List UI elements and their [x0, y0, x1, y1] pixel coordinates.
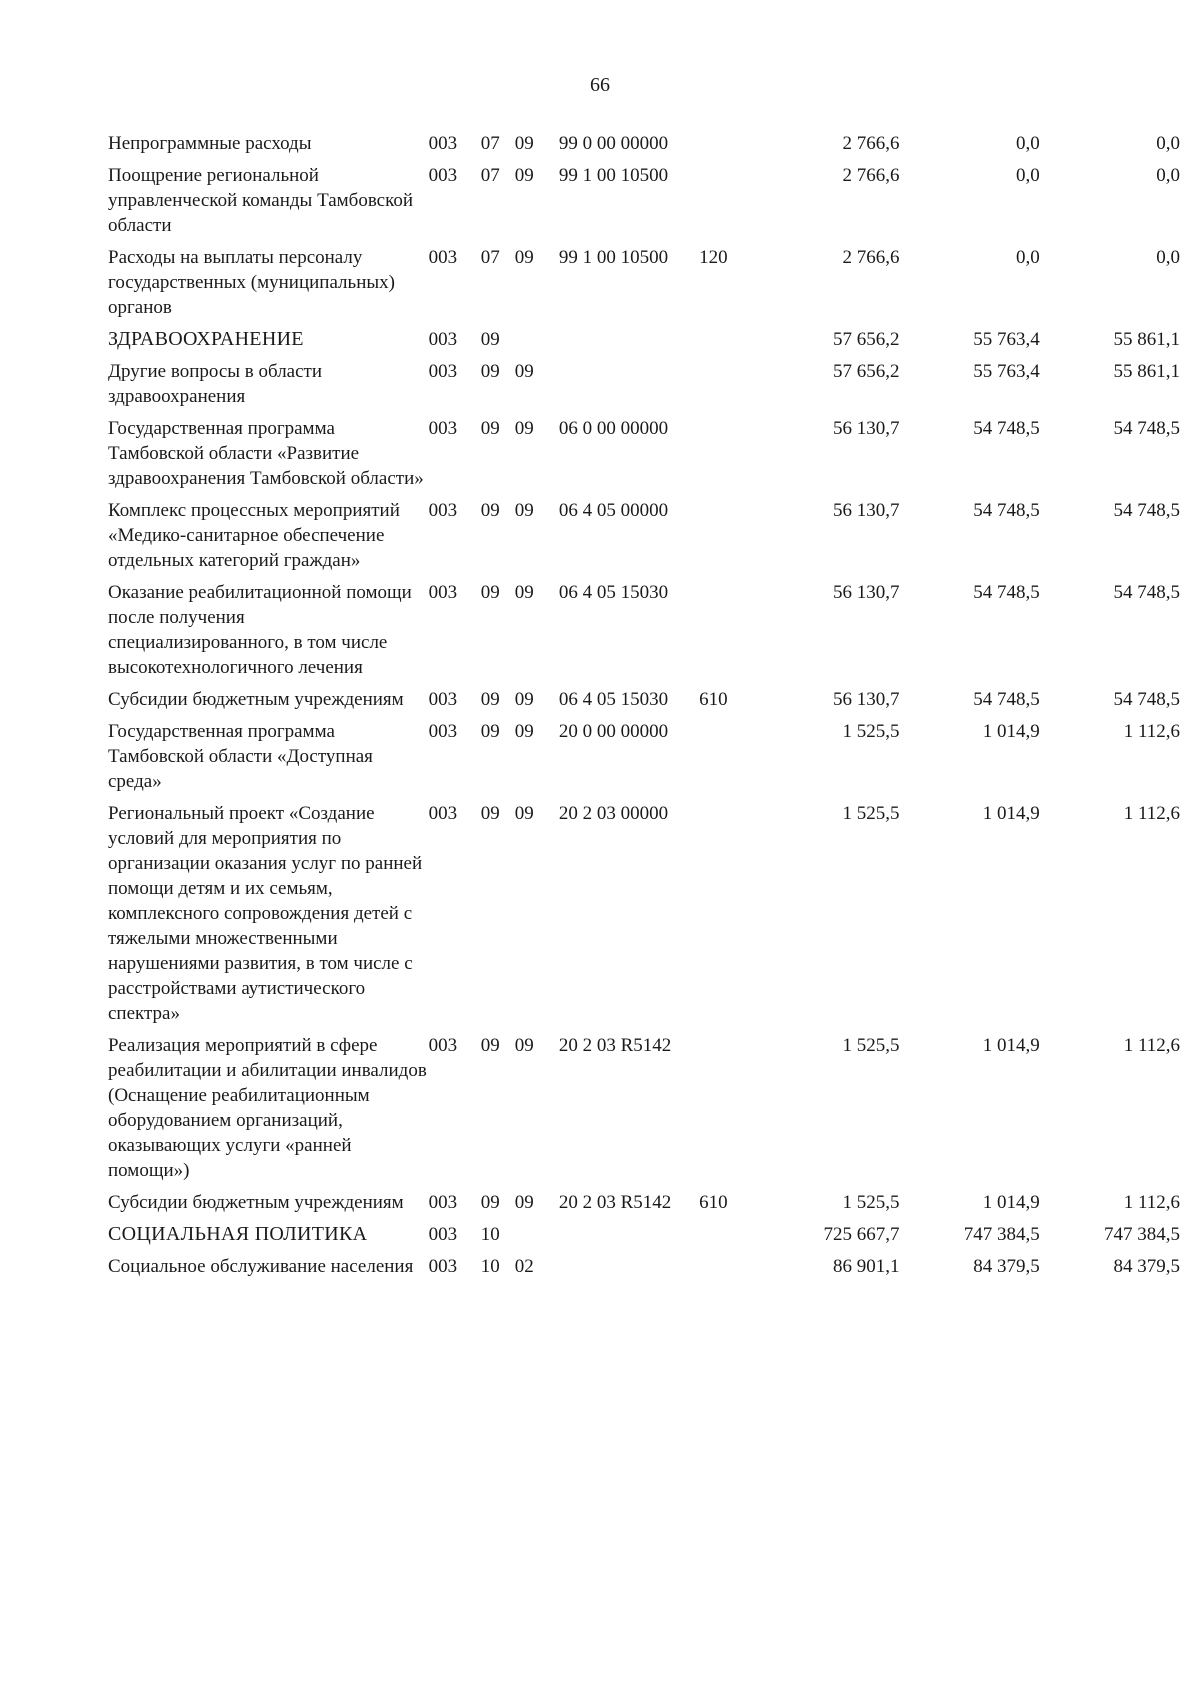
table-row [108, 131, 1180, 163]
ministry-code: 003 [428, 329, 458, 350]
amount-year-2: 55 763,4 [973, 329, 1040, 350]
ministry-code: 003 [428, 247, 458, 268]
row-name: Государственная программа Тамбовской области «Доступная среда» [108, 721, 373, 792]
expense-type-code [699, 580, 755, 687]
row-name: Социальное обслуживание населения [108, 1256, 414, 1277]
ministry-code: 003 [428, 1256, 458, 1277]
ministry-code: 003 [428, 1192, 458, 1213]
expense-type-code [699, 359, 755, 416]
ministry-code: 003 [428, 803, 458, 824]
ministry-code: 003 [428, 721, 458, 742]
subsection-code: 09 [514, 1035, 534, 1056]
ministry-code: 003 [428, 500, 458, 521]
subsection-code: 09 [514, 582, 534, 603]
amount-year-1: 56 130,7 [832, 582, 900, 603]
table-row [108, 498, 1180, 580]
amount-year-1: 57 656,2 [832, 361, 900, 382]
target-article-code [559, 327, 699, 359]
table-row [108, 1254, 1180, 1286]
table-row [108, 1033, 1180, 1190]
target-article-code [559, 1254, 699, 1286]
table-row [108, 1222, 1180, 1254]
amount-year-1: 2 766,6 [842, 247, 900, 268]
row-name: Расходы на выплаты персоналу государственных (муниципальных) органов [108, 247, 395, 318]
amount-year-3: 55 861,1 [1113, 329, 1180, 350]
section-code: 10 [480, 1224, 500, 1245]
section-code: 09 [480, 361, 500, 382]
expense-type-code: 610 [699, 1192, 728, 1213]
amount-year-3: 54 748,5 [1113, 689, 1180, 710]
amount-year-3: 1 112,6 [1123, 1035, 1180, 1056]
subsection-code: 09 [514, 689, 534, 710]
subsection-code: 02 [514, 1256, 534, 1277]
row-name: Региональный проект «Создание условий для мероприятия по организации оказания услуг по ранней помощи детям и их семьям, комплексного сопровождения детей с тяжелыми множественными нарушениями развития, в том числе с расстройствами аутистического спектра» [108, 803, 423, 1024]
subsection-code: 09 [514, 247, 534, 268]
ministry-code: 003 [428, 165, 458, 186]
subsection-code: 09 [514, 721, 534, 742]
expense-type-code [699, 131, 755, 163]
subsection-code [515, 1222, 559, 1254]
table-row [108, 719, 1180, 801]
amount-year-3: 1 112,6 [1123, 721, 1180, 742]
amount-year-1: 56 130,7 [832, 418, 900, 439]
section-code: 07 [480, 133, 500, 154]
section-code: 09 [480, 803, 500, 824]
table-row [108, 359, 1180, 416]
amount-year-1: 725 667,7 [823, 1224, 900, 1245]
ministry-code: 003 [428, 1035, 458, 1056]
ministry-code: 003 [428, 361, 458, 382]
amount-year-2: 54 748,5 [973, 418, 1040, 439]
amount-year-2: 1 014,9 [982, 1035, 1040, 1056]
amount-year-2: 0,0 [1015, 133, 1040, 154]
table-row [108, 687, 1180, 719]
section-code: 07 [480, 165, 500, 186]
amount-year-1: 1 525,5 [842, 1192, 900, 1213]
section-code: 10 [480, 1256, 500, 1277]
table-row [108, 245, 1180, 327]
budget-table [108, 131, 1180, 1286]
subsection-code: 09 [514, 500, 534, 521]
amount-year-1: 57 656,2 [832, 329, 900, 350]
ministry-code: 003 [428, 689, 458, 710]
target-article-code: 99 1 00 10500 [558, 247, 669, 268]
target-article-code: 20 2 03 R5142 [558, 1035, 672, 1056]
expense-type-code: 610 [699, 689, 728, 710]
table-row [108, 1190, 1180, 1222]
ministry-code: 003 [428, 1224, 458, 1245]
row-name: Оказание реабилитационной помощи после получения специализированного, в том числе высокотехнологичного лечения [108, 582, 412, 678]
amount-year-3: 0,0 [1156, 133, 1180, 154]
table-row [108, 163, 1180, 245]
expense-type-code [699, 1254, 755, 1286]
row-name: Непрограммные расходы [108, 133, 312, 154]
target-article-code [559, 359, 699, 416]
row-name: Государственная программа Тамбовской области «Развитие здравоохранения Тамбовской области» [108, 418, 424, 489]
amount-year-2: 1 014,9 [982, 721, 1040, 742]
section-code: 09 [480, 1035, 500, 1056]
expense-type-code: 120 [699, 247, 728, 268]
amount-year-1: 1 525,5 [842, 803, 900, 824]
row-name: Субсидии бюджетным учреждениям [108, 1192, 404, 1213]
page-number: 66 [590, 74, 610, 96]
expense-type-code [699, 1222, 755, 1254]
row-name: Реализация мероприятий в сфере реабилитации и абилитации инвалидов (Оснащение реабилитационным оборудованием организаций, оказывающих услуги «ранней помощи») [108, 1035, 427, 1181]
amount-year-1: 2 766,6 [842, 165, 900, 186]
subsection-code: 09 [514, 361, 534, 382]
amount-year-2: 54 748,5 [973, 689, 1040, 710]
table-row [108, 416, 1180, 498]
amount-year-1: 1 525,5 [842, 1035, 900, 1056]
amount-year-3: 54 748,5 [1113, 500, 1180, 521]
ministry-code: 003 [428, 418, 458, 439]
section-code: 09 [480, 582, 500, 603]
amount-year-3: 747 384,5 [1104, 1224, 1180, 1245]
subsection-code: 09 [514, 803, 534, 824]
row-name: Другие вопросы в области здравоохранения [108, 361, 323, 407]
subsection-code: 09 [514, 165, 534, 186]
target-article-code: 20 0 00 00000 [558, 721, 669, 742]
target-article-code: 06 4 05 15030 [558, 689, 669, 710]
subsection-code: 09 [514, 1192, 534, 1213]
expense-type-code [699, 498, 755, 580]
amount-year-3: 0,0 [1156, 247, 1180, 268]
row-name: ЗДРАВООХРАНЕНИЕ [108, 328, 304, 350]
amount-year-2: 84 379,5 [973, 1256, 1040, 1277]
subsection-code [515, 327, 559, 359]
target-article-code: 06 4 05 15030 [558, 582, 669, 603]
amount-year-3: 1 112,6 [1123, 1192, 1180, 1213]
amount-year-2: 55 763,4 [973, 361, 1040, 382]
amount-year-1: 1 525,5 [842, 721, 900, 742]
section-code: 09 [480, 500, 500, 521]
target-article-code: 06 4 05 00000 [558, 500, 669, 521]
section-code: 07 [480, 247, 500, 268]
section-code: 09 [480, 418, 500, 439]
subsection-code: 09 [514, 133, 534, 154]
row-name: СОЦИАЛЬНАЯ ПОЛИТИКА [108, 1223, 368, 1245]
table-row [108, 327, 1180, 359]
expense-type-code [699, 719, 755, 801]
expense-type-code [699, 801, 755, 1033]
section-code: 09 [480, 721, 500, 742]
amount-year-3: 1 112,6 [1123, 803, 1180, 824]
amount-year-2: 1 014,9 [982, 1192, 1040, 1213]
expense-type-code [699, 327, 755, 359]
amount-year-3: 55 861,1 [1113, 361, 1180, 382]
amount-year-3: 54 748,5 [1113, 418, 1180, 439]
expense-type-code [699, 163, 755, 245]
target-article-code: 20 2 03 R5142 [558, 1192, 672, 1213]
row-name: Поощрение региональной управленческой команды Тамбовской области [108, 165, 414, 236]
amount-year-1: 2 766,6 [842, 133, 900, 154]
budget-table-body [108, 131, 1180, 1286]
amount-year-2: 1 014,9 [982, 803, 1040, 824]
table-row [108, 801, 1180, 1033]
ministry-code: 003 [428, 582, 458, 603]
section-code: 09 [480, 329, 500, 350]
target-article-code [559, 1222, 699, 1254]
amount-year-3: 84 379,5 [1113, 1256, 1180, 1277]
amount-year-1: 56 130,7 [832, 500, 900, 521]
table-row [108, 580, 1180, 687]
subsection-code: 09 [514, 418, 534, 439]
amount-year-3: 54 748,5 [1113, 582, 1180, 603]
row-name: Комплекс процессных мероприятий «Медико-санитарное обеспечение отдельных категорий граждан» [108, 500, 400, 571]
section-code: 09 [480, 1192, 500, 1213]
target-article-code: 06 0 00 00000 [558, 418, 669, 439]
expense-type-code [699, 416, 755, 498]
amount-year-3: 0,0 [1156, 165, 1180, 186]
amount-year-1: 56 130,7 [832, 689, 900, 710]
amount-year-2: 0,0 [1015, 165, 1040, 186]
section-code: 09 [480, 689, 500, 710]
target-article-code: 99 1 00 10500 [558, 165, 669, 186]
amount-year-2: 0,0 [1015, 247, 1040, 268]
row-name: Субсидии бюджетным учреждениям [108, 689, 404, 710]
amount-year-2: 54 748,5 [973, 500, 1040, 521]
target-article-code: 99 0 00 00000 [558, 133, 669, 154]
amount-year-1: 86 901,1 [832, 1256, 900, 1277]
target-article-code: 20 2 03 00000 [558, 803, 669, 824]
ministry-code: 003 [428, 133, 458, 154]
amount-year-2: 747 384,5 [963, 1224, 1040, 1245]
expense-type-code [699, 1033, 755, 1190]
amount-year-2: 54 748,5 [973, 582, 1040, 603]
